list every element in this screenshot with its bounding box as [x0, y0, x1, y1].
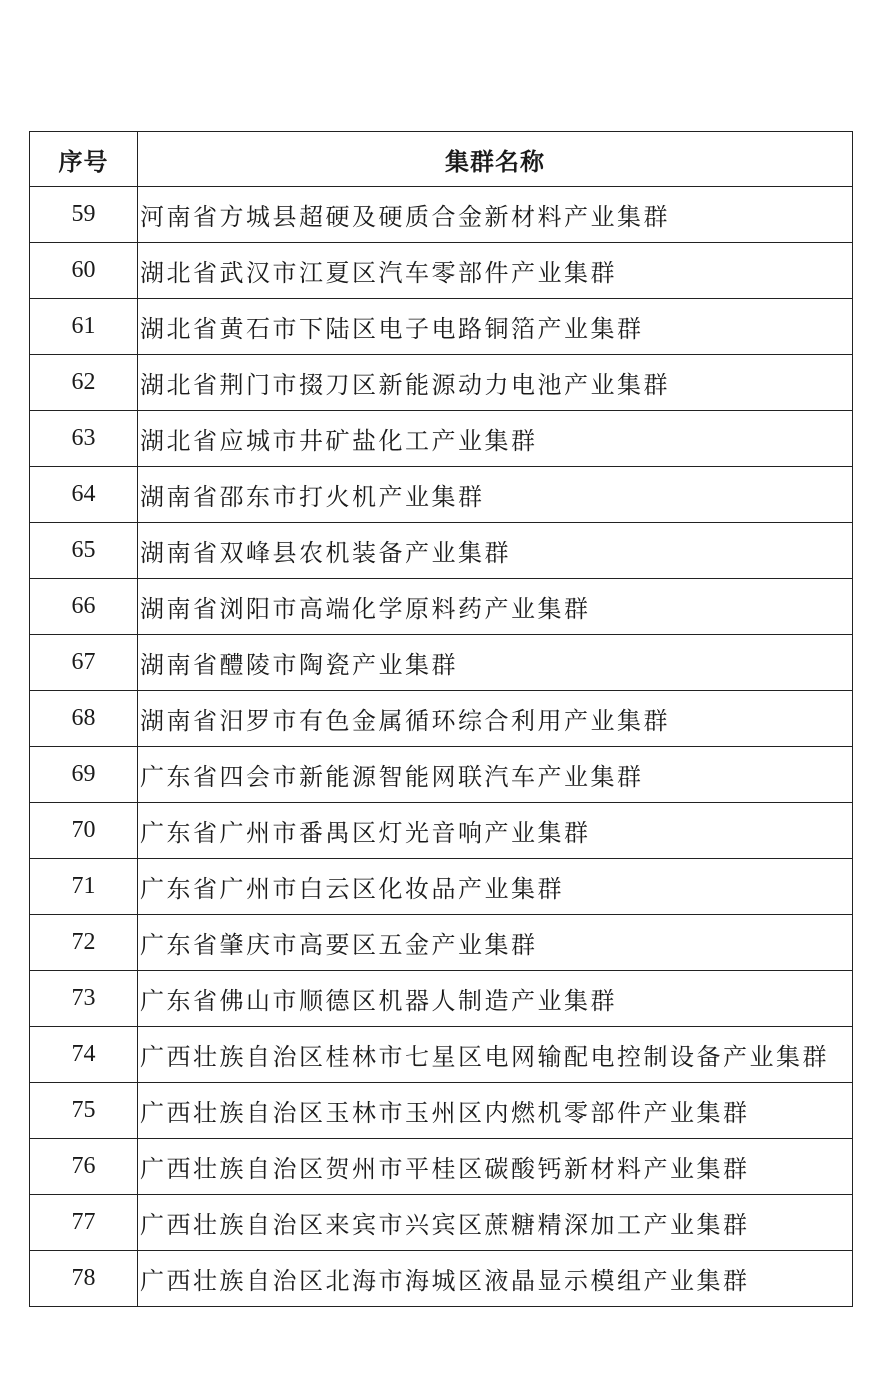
serial-number: 71 [30, 859, 138, 915]
cluster-name: 湖北省武汉市江夏区汽车零部件产业集群 [138, 243, 853, 299]
cluster-name: 广西壮族自治区贺州市平桂区碳酸钙新材料产业集群 [138, 1139, 853, 1195]
cluster-name: 湖南省醴陵市陶瓷产业集群 [138, 635, 853, 691]
cluster-name: 湖南省邵东市打火机产业集群 [138, 467, 853, 523]
cluster-name: 广西壮族自治区玉林市玉州区内燃机零部件产业集群 [138, 1083, 853, 1139]
table-row [30, 635, 853, 691]
serial-number: 68 [30, 691, 138, 747]
serial-number: 73 [30, 971, 138, 1027]
table-row [30, 803, 853, 859]
table-header-row [30, 132, 853, 187]
table-row [30, 579, 853, 635]
table-row [30, 1251, 853, 1307]
serial-number: 62 [30, 355, 138, 411]
serial-number: 64 [30, 467, 138, 523]
cluster-name: 湖北省黄石市下陆区电子电路铜箔产业集群 [138, 299, 853, 355]
serial-number: 60 [30, 243, 138, 299]
cluster-name: 湖南省浏阳市高端化学原料药产业集群 [138, 579, 853, 635]
table-row [30, 1195, 853, 1251]
table-row [30, 1139, 853, 1195]
cluster-name: 广东省佛山市顺德区机器人制造产业集群 [138, 971, 853, 1027]
table-row [30, 915, 853, 971]
table-row [30, 187, 853, 243]
table-row [30, 971, 853, 1027]
table-row [30, 1027, 853, 1083]
serial-number: 69 [30, 747, 138, 803]
table-row [30, 747, 853, 803]
serial-number: 74 [30, 1027, 138, 1083]
cluster-name: 湖北省荆门市掇刀区新能源动力电池产业集群 [138, 355, 853, 411]
serial-number: 78 [30, 1251, 138, 1307]
cluster-name: 广西壮族自治区桂林市七星区电网输配电控制设备产业集群 [138, 1027, 853, 1083]
table-row [30, 299, 853, 355]
serial-number: 75 [30, 1083, 138, 1139]
serial-number: 67 [30, 635, 138, 691]
table-row [30, 691, 853, 747]
table-body [30, 187, 853, 1307]
table-row [30, 467, 853, 523]
table-row [30, 523, 853, 579]
header-cluster-name: 集群名称 [138, 132, 853, 187]
serial-number: 76 [30, 1139, 138, 1195]
cluster-name: 广东省肇庆市高要区五金产业集群 [138, 915, 853, 971]
cluster-name: 广西壮族自治区来宾市兴宾区蔗糖精深加工产业集群 [138, 1195, 853, 1251]
serial-number: 63 [30, 411, 138, 467]
serial-number: 65 [30, 523, 138, 579]
cluster-name: 广东省四会市新能源智能网联汽车产业集群 [138, 747, 853, 803]
cluster-name: 广西壮族自治区北海市海城区液晶显示模组产业集群 [138, 1251, 853, 1307]
serial-number: 72 [30, 915, 138, 971]
cluster-name: 湖北省应城市井矿盐化工产业集群 [138, 411, 853, 467]
table-row [30, 1083, 853, 1139]
table-row [30, 859, 853, 915]
cluster-name: 广东省广州市番禺区灯光音响产业集群 [138, 803, 853, 859]
header-serial-number: 序号 [30, 132, 138, 187]
table-row [30, 355, 853, 411]
serial-number: 77 [30, 1195, 138, 1251]
table-row [30, 243, 853, 299]
serial-number: 66 [30, 579, 138, 635]
cluster-table [29, 131, 853, 1307]
serial-number: 59 [30, 187, 138, 243]
serial-number: 61 [30, 299, 138, 355]
cluster-name: 河南省方城县超硬及硬质合金新材料产业集群 [138, 187, 853, 243]
table-row [30, 411, 853, 467]
cluster-name: 湖南省汨罗市有色金属循环综合利用产业集群 [138, 691, 853, 747]
cluster-name: 湖南省双峰县农机装备产业集群 [138, 523, 853, 579]
cluster-name: 广东省广州市白云区化妆品产业集群 [138, 859, 853, 915]
serial-number: 70 [30, 803, 138, 859]
